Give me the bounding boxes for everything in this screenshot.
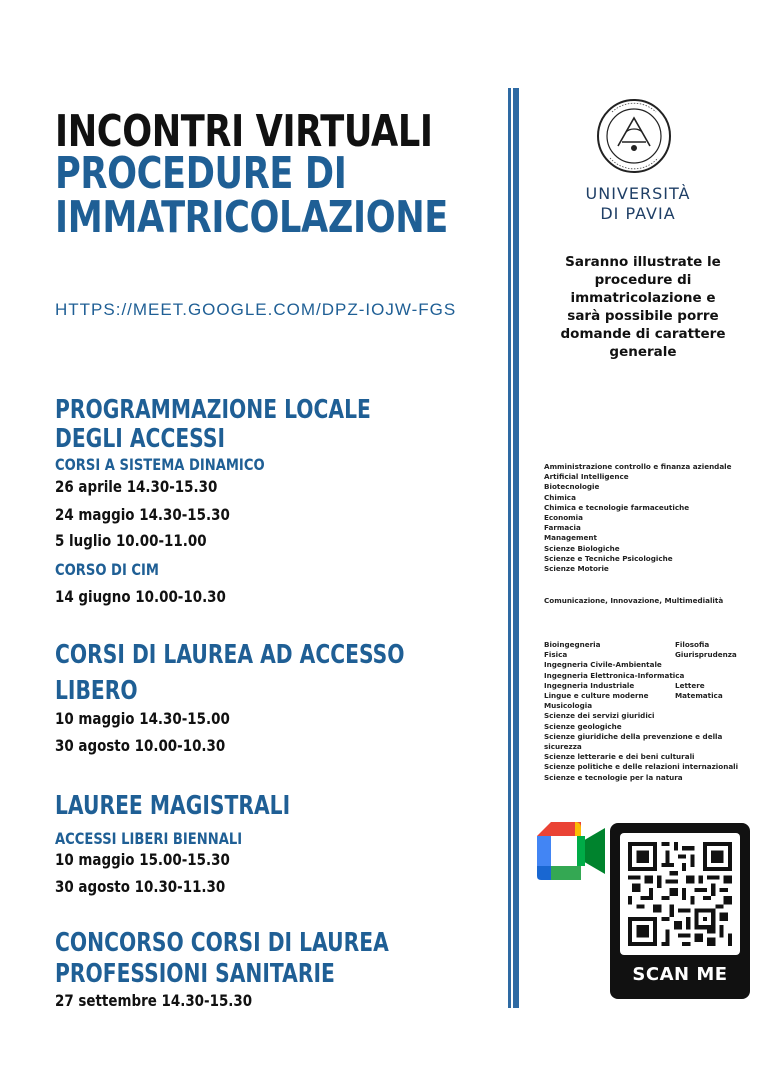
date-item: 30 agosto 10.30-11.30	[55, 877, 226, 896]
section-programmazione-subtitle: CORSI A SISTEMA DINAMICO	[55, 455, 265, 474]
list-item: Scienze Motorie	[544, 564, 609, 574]
intro-text	[540, 253, 746, 361]
dynamic-courses-list	[544, 462, 754, 574]
list-item: Matematica	[675, 691, 723, 701]
list-item: Farmacia	[544, 523, 581, 533]
scan-me-label: SCAN ME	[632, 964, 728, 985]
list-item: Giurisprudenza	[675, 650, 737, 660]
list-item: Scienze dei servizi giuridici	[544, 711, 655, 721]
list-item: Chimica	[544, 492, 576, 502]
university-name	[558, 184, 718, 224]
intro-line: sarà possibile porre	[567, 308, 719, 324]
list-item: Scienze e Tecniche Psicologiche	[544, 553, 673, 563]
intro-line: Saranno illustrate le	[565, 254, 721, 270]
title-line-3: IMMATRICOLAZIONE	[55, 192, 448, 243]
list-item: Lingue e culture moderne	[544, 691, 649, 701]
list-item: Musicologia	[544, 701, 593, 711]
column-divider	[508, 88, 511, 1008]
intro-line: domande di carattere	[560, 326, 726, 342]
qr-code-block[interactable]	[610, 823, 750, 999]
date-item: 24 maggio 14.30-15.30	[55, 505, 230, 524]
list-item: Amministrazione controllo e finanza aziendale	[544, 462, 732, 471]
title-line-2: PROCEDURE DI	[55, 148, 347, 199]
list-item: Artificial Intelligence	[544, 472, 629, 482]
section-concorso-title-2: PROFESSIONI SANITARIE	[55, 959, 335, 989]
qr-code-icon[interactable]	[620, 833, 740, 955]
section-programmazione-title-2: DEGLI ACCESSI	[55, 424, 226, 454]
list-item: Scienze geologiche	[544, 721, 622, 731]
cim-title: CORSO DI CIM	[55, 560, 159, 579]
university-name-line-2: DI PAVIA	[600, 204, 676, 223]
list-item: Scienze letterarie e dei beni culturali	[544, 752, 695, 762]
list-item: sicurezza	[544, 742, 582, 752]
date-item: 10 maggio 14.30-15.00	[55, 709, 230, 728]
list-item: Bioingegneria	[544, 640, 601, 649]
date-item: 10 maggio 15.00-15.30	[55, 850, 230, 869]
date-item: 30 agosto 10.00-10.30	[55, 736, 226, 755]
list-item: Biotecnologie	[544, 482, 600, 492]
section-programmazione-title-1: PROGRAMMAZIONE LOCALE	[55, 395, 371, 425]
intro-line: immatricolazione e	[570, 290, 716, 306]
list-item: Economia	[544, 513, 583, 523]
date-item: 27 settembre 14.30-15.30	[55, 991, 253, 1010]
date-item: 26 aprile 14.30-15.30	[55, 477, 218, 496]
list-item: Chimica e tecnologie farmaceutiche	[544, 502, 690, 512]
section-accesso-title-1: CORSI DI LAUREA AD ACCESSO	[55, 640, 405, 670]
section-magistrali-subtitle: ACCESSI LIBERI BIENNALI	[55, 829, 243, 848]
google-meet-icon	[537, 822, 605, 880]
list-item: Scienze Biologiche	[544, 543, 620, 553]
date-item: 5 luglio 10.00-11.00	[55, 531, 207, 550]
list-item: Management	[544, 533, 597, 543]
free-courses-list	[544, 640, 754, 783]
list-row	[544, 640, 754, 650]
university-name-line-1: UNIVERSITÀ	[585, 184, 691, 203]
meet-link[interactable]: HTTPS://MEET.GOOGLE.COM/DPZ-IOJW-FGS	[55, 300, 457, 319]
date-item: 14 giugno 10.00-10.30	[55, 587, 226, 606]
section-concorso-title-1: CONCORSO CORSI DI LAUREA	[55, 928, 389, 958]
intro-line: procedure di	[594, 272, 692, 288]
list-row	[544, 650, 754, 660]
list-item: Ingegneria Industriale	[544, 680, 635, 690]
column-divider-thick	[513, 88, 519, 1008]
list-item: Filosofia	[675, 640, 710, 649]
section-magistrali-title: LAUREE MAGISTRALI	[55, 791, 291, 821]
title-line-1: INCONTRI VIRTUALI	[55, 106, 433, 157]
section-accesso-title-2: LIBERO	[55, 676, 138, 706]
list-item: Scienze politiche e delle relazioni internazionali	[544, 762, 739, 772]
cim-course: Comunicazione, Innovazione, Multimedialità	[544, 596, 724, 605]
intro-line: generale	[609, 344, 677, 360]
list-row	[544, 691, 754, 701]
list-item: Ingegneria Civile-Ambientale	[544, 660, 662, 670]
list-row	[544, 681, 754, 691]
list-item: Lettere	[675, 680, 705, 690]
list-item: Ingegneria Elettronica-Informatica	[544, 670, 685, 680]
list-item: Fisica	[544, 650, 568, 660]
list-item: Scienze e tecnologie per la natura	[544, 772, 683, 782]
university-seal-icon	[596, 98, 672, 174]
list-item: Scienze giuridiche della prevenzione e della	[544, 731, 723, 741]
